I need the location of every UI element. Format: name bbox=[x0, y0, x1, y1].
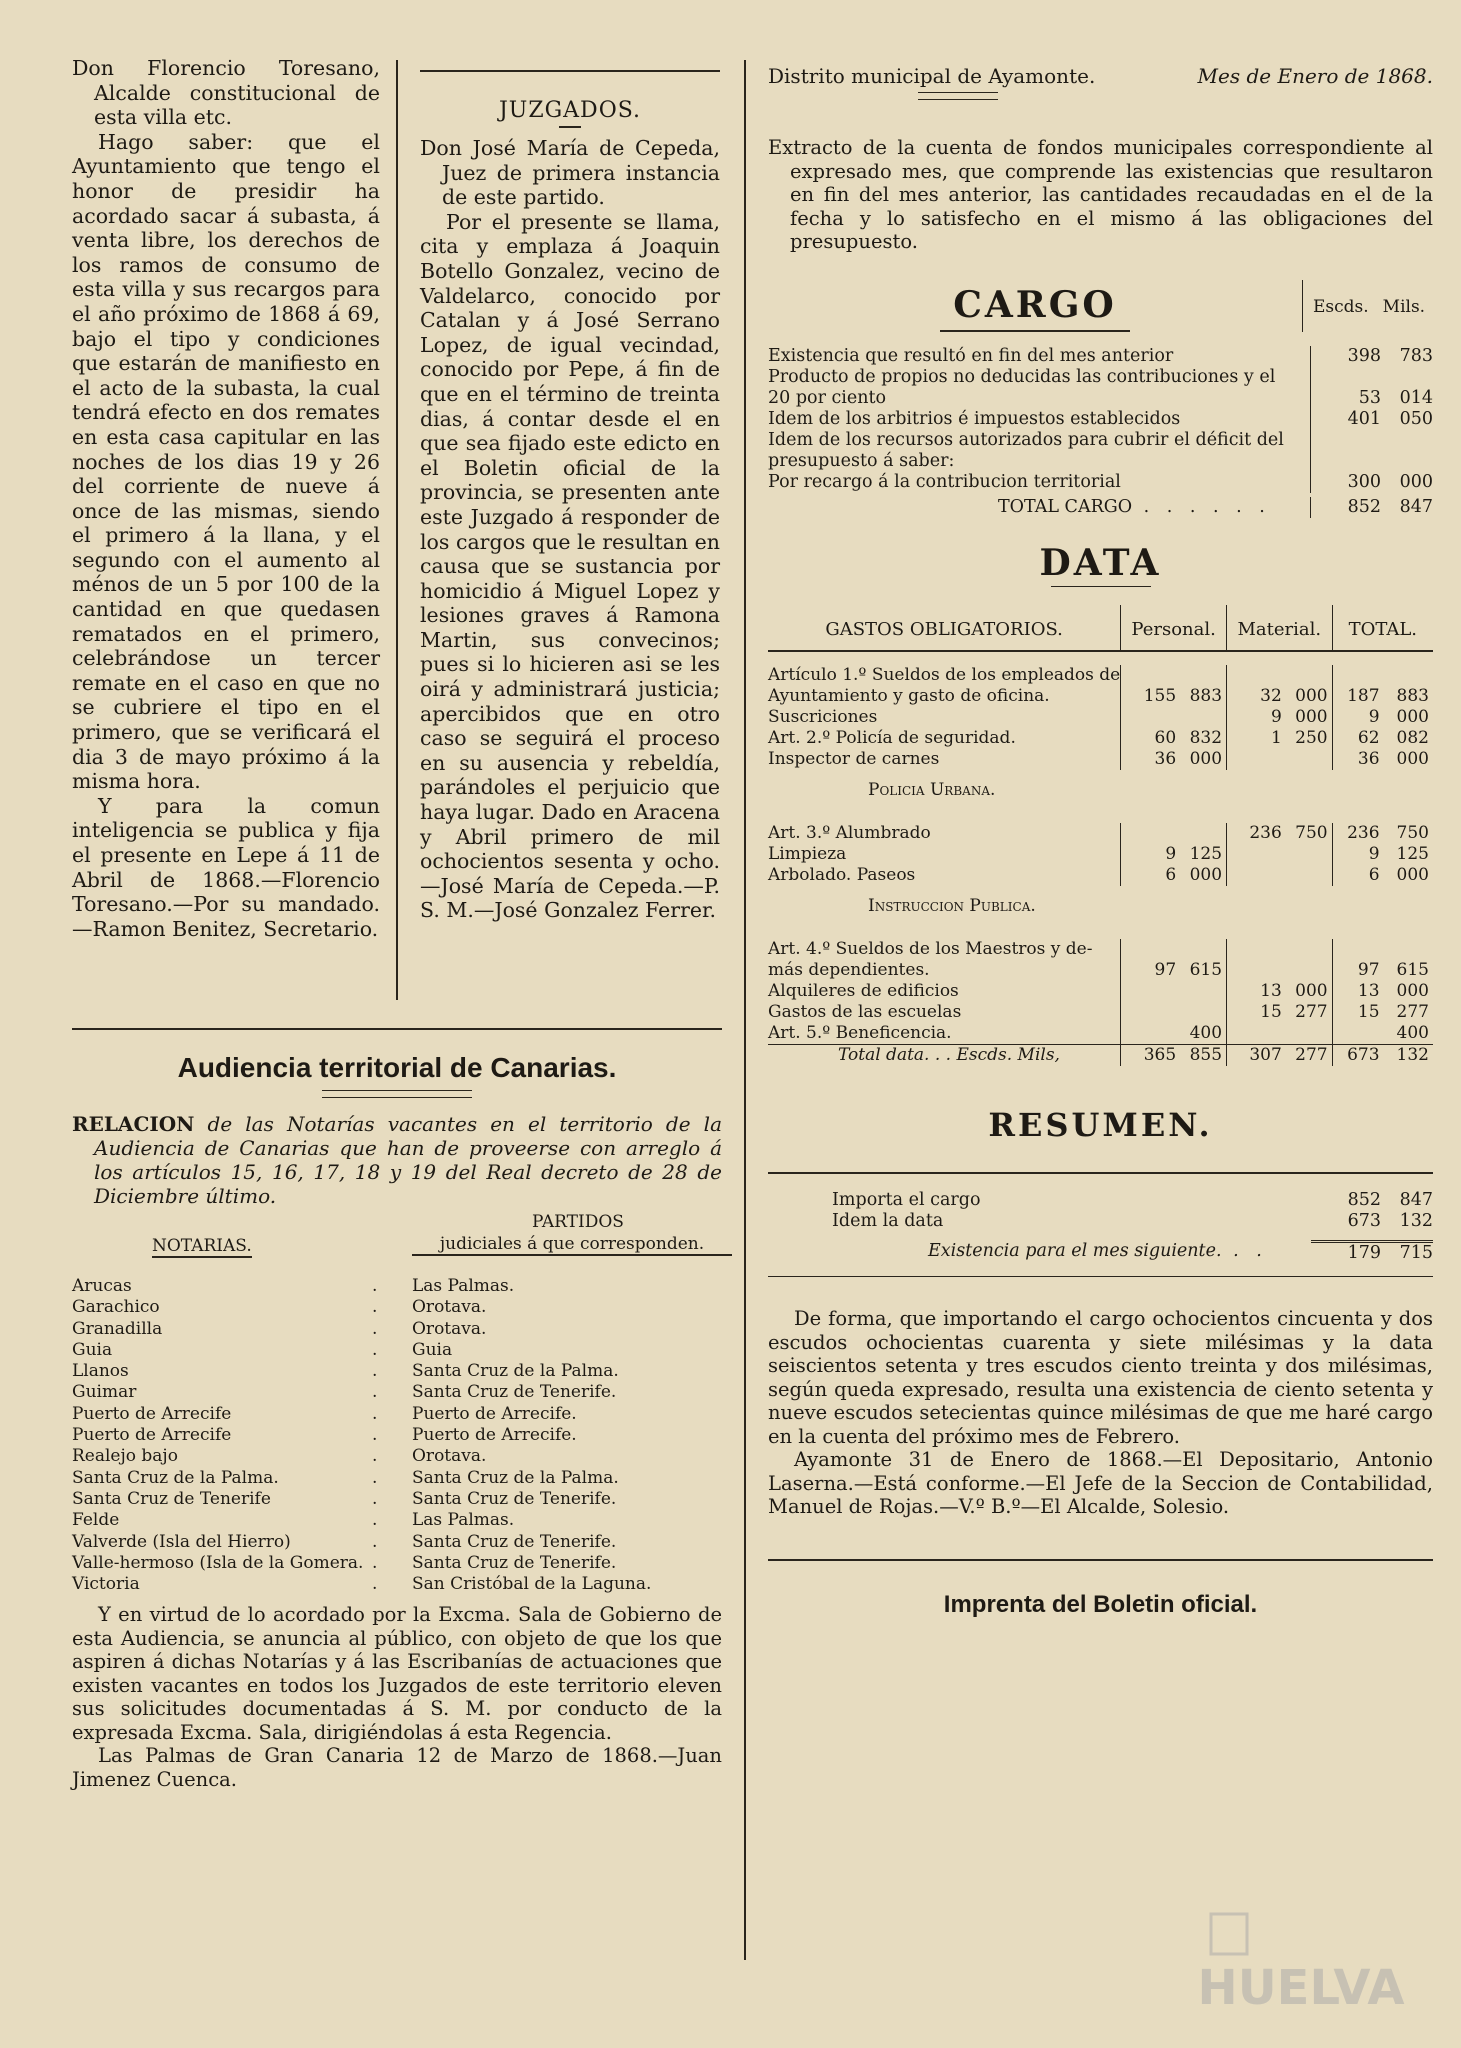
existencia-label: Existencia para el mes siguiente. bbox=[928, 1241, 1222, 1261]
data-value-te: 15 bbox=[1332, 1002, 1383, 1023]
right-column bbox=[768, 64, 1433, 1619]
data-value-mm bbox=[1286, 844, 1332, 865]
watermark-shield-icon bbox=[1211, 1914, 1247, 1954]
data-value-pe: 155 bbox=[1121, 686, 1180, 707]
relacion-body: de las Notarías vacantes en el territorio de la Audiencia de Canarias que han de proveerse con arreglo á los artículos 15, 16, 17, 18 y 19 del Real decreto de 28 de Diciembre último. bbox=[94, 1112, 722, 1208]
watermark-logo bbox=[1181, 1904, 1421, 2024]
data-value-pm: 400 bbox=[1189, 1023, 1223, 1043]
column-rule-left bbox=[396, 60, 398, 1000]
data-value-me bbox=[1227, 960, 1286, 981]
partido-name: Las Palmas. bbox=[412, 1510, 515, 1531]
ayamonte-signature: Ayamonte 31 de Enero de 1868.—El Depositario, Antonio Laserna.—Está conforme.—El Jefe de la Seccion de Contabilidad, Manuel de Rojas.—V.º B.º—El Alcalde, Solesio. bbox=[768, 1448, 1433, 1518]
data-label: Art. 3.º Alumbrado bbox=[768, 823, 931, 843]
data-row bbox=[768, 960, 1433, 981]
resumen-table bbox=[768, 1190, 1433, 1232]
resumen-mils: 847 bbox=[1399, 1189, 1433, 1210]
resumen-bottom-rule bbox=[768, 1276, 1433, 1278]
hdr-escudos: Escds. bbox=[1313, 296, 1369, 317]
data-total-row bbox=[768, 1045, 1433, 1067]
cargo-escudos: 401 bbox=[1311, 409, 1382, 430]
data-value-mm: 750 bbox=[1295, 823, 1328, 843]
notaria-name: Garachico bbox=[72, 1297, 160, 1318]
notaria-name: Santa Cruz de la Palma. bbox=[72, 1467, 279, 1488]
data-value-mm bbox=[1286, 665, 1332, 686]
notarias-header bbox=[72, 1212, 722, 1264]
notaria-row bbox=[72, 1276, 722, 1297]
data-value-tm: 000 bbox=[1396, 981, 1429, 1001]
data-value-tm: 277 bbox=[1396, 1002, 1429, 1022]
data-value-me: 236 bbox=[1227, 823, 1286, 844]
cargo-row bbox=[768, 430, 1433, 472]
cargo-label: Producto de propios no deducidas las contribuciones y el 20 por ciento bbox=[768, 366, 1276, 408]
cargo-label: Idem de los recursos autorizados para cubrir el déficit del presupuesto á saber: bbox=[768, 429, 1284, 471]
leader-dots: . bbox=[372, 1297, 378, 1318]
data-value-pm bbox=[1180, 981, 1226, 1002]
partido-name: Orotava. bbox=[412, 1318, 487, 1339]
data-value-pm: 125 bbox=[1189, 844, 1223, 864]
data-value-pe: 6 bbox=[1121, 865, 1180, 886]
data-value-pm bbox=[1180, 939, 1226, 960]
partido-name: Santa Cruz de la Palma. bbox=[412, 1361, 619, 1382]
resumen-rule bbox=[768, 1172, 1433, 1174]
data-value-me bbox=[1227, 865, 1286, 886]
edict-body: Hago saber: que el Ayuntamiento que tengo el honor de presidir ha acordado sacar á subasta, á venta libre, los derechos de los ramos de consumo de esta villa y sus recargos para el año próximo de 1868 á 69, bajo el tipo y condiciones que estarán de manifiesto en el acto de la subasta, la cual tendrá efecto en dos remates en esta casa capitular en las noches de los dias 19 y 26 del corriente de nueve á once de las mismas, siendo el primero á la llana, y el segundo con el aumento al ménos de un 5 por 100 de la cantidad en que quedasen rematados en el primero, celebrándose un tercer remate en el caso en que no se cubriere el tipo en el primero, que se verificará el dia 3 de mayo próximo á la misma hora. bbox=[72, 129, 380, 794]
notaria-name: Santa Cruz de Tenerife bbox=[72, 1488, 271, 1509]
data-value-me bbox=[1227, 665, 1286, 686]
data-value-mm bbox=[1286, 939, 1332, 960]
audiencia-heading: Audiencia territorial de Canarias. bbox=[177, 1052, 617, 1083]
audiencia-signature: Las Palmas de Gran Canaria 12 de Marzo de 1868.—Juan Jimenez Cuenca. bbox=[72, 1744, 722, 1791]
col-partidos: PARTIDOS bbox=[532, 1212, 624, 1232]
edict-close: Y para la comun inteligencia se publica y fija el presente en Lepe á 11 de Abril de 1868.—Florencio Toresano.—Por su mandado.—Ramon Benitez, Secretario. bbox=[72, 793, 380, 941]
imprenta: Imprenta del Boletin oficial. bbox=[943, 1590, 1258, 1618]
existencia-escudos: 179 bbox=[1311, 1241, 1381, 1264]
data-row bbox=[768, 981, 1433, 1002]
data-value-pe bbox=[1121, 939, 1180, 960]
data-value-mm: 000 bbox=[1295, 686, 1328, 706]
partido-name: Santa Cruz de Tenerife. bbox=[412, 1552, 617, 1573]
cargo-row bbox=[768, 346, 1433, 367]
partido-name: Orotava. bbox=[412, 1446, 487, 1467]
col-notarias: NOTARIAS. bbox=[152, 1236, 252, 1256]
partido-name: Puerto de Arrecife. bbox=[412, 1403, 577, 1424]
notaria-row bbox=[72, 1574, 722, 1595]
data-value-tm bbox=[1384, 939, 1433, 960]
cargo-mils: 783 bbox=[1399, 345, 1433, 366]
cargo-label: Idem de los arbitrios é impuestos establecidos bbox=[768, 408, 1181, 429]
leader-dots: . bbox=[372, 1446, 378, 1467]
existencia-label-cell: Existencia para el mes siguiente. . . bbox=[928, 1241, 1268, 1261]
data-label: Artículo 1.º Sueldos de los empleados de bbox=[768, 665, 1121, 685]
cargo-col-headers bbox=[1302, 280, 1433, 332]
district-name: Distrito municipal de Ayamonte. bbox=[768, 64, 1096, 88]
resumen-title: RESUMEN. bbox=[988, 1106, 1213, 1144]
cargo-title-rule bbox=[940, 330, 1130, 332]
notaria-row bbox=[72, 1404, 722, 1425]
data-value-me: 32 bbox=[1227, 686, 1286, 707]
data-value-pe bbox=[1121, 1023, 1180, 1045]
data-total-tm: 132 bbox=[1384, 1045, 1433, 1067]
notaria-row bbox=[72, 1510, 722, 1531]
data-value-me bbox=[1227, 749, 1286, 770]
data-value-tm: 125 bbox=[1396, 844, 1429, 864]
data-value-pm bbox=[1180, 707, 1226, 728]
notaria-row bbox=[72, 1446, 722, 1467]
data-label: Limpieza bbox=[768, 844, 847, 864]
data-value-te: 236 bbox=[1332, 823, 1383, 844]
data-row bbox=[768, 865, 1433, 886]
watermark-text: HUELVA bbox=[1197, 1960, 1405, 2016]
cargo-mils bbox=[1381, 430, 1433, 472]
data-value-pe: 36 bbox=[1121, 749, 1180, 770]
audiencia-section bbox=[72, 1028, 722, 1791]
middle-column bbox=[420, 56, 720, 923]
cargo-escudos bbox=[1311, 430, 1382, 472]
data-value-pm bbox=[1180, 1002, 1226, 1023]
notaria-row bbox=[72, 1361, 722, 1382]
edict-intro: Don Florencio Toresano, Alcalde constitucional de esta villa etc. bbox=[72, 56, 380, 130]
data-label: Art. 2.º Policía de seguridad. bbox=[768, 728, 1016, 748]
data-value-pe bbox=[1121, 823, 1180, 844]
cargo-row bbox=[768, 367, 1433, 409]
leader-dots: . bbox=[372, 1531, 378, 1552]
data-total-pe: 365 bbox=[1121, 1045, 1180, 1067]
data-value-te: 9 bbox=[1332, 844, 1383, 865]
data-value-te: 13 bbox=[1332, 981, 1383, 1002]
data-section-row bbox=[768, 886, 1433, 939]
resumen-escudos: 852 bbox=[1347, 1189, 1381, 1210]
notaria-name: Arucas bbox=[72, 1276, 132, 1296]
data-value-me: 9 bbox=[1227, 707, 1286, 728]
data-value-pm: 832 bbox=[1189, 728, 1223, 748]
data-section-label: Policia Urbana. bbox=[868, 780, 996, 800]
data-row bbox=[768, 823, 1433, 844]
data-value-mm: 000 bbox=[1295, 707, 1328, 727]
data-value-mm bbox=[1286, 1023, 1332, 1045]
cargo-total bbox=[768, 497, 1433, 518]
partido-name: Santa Cruz de Tenerife. bbox=[412, 1488, 617, 1509]
resumen-label: Idem la data bbox=[832, 1210, 944, 1231]
data-value-me: 1 bbox=[1227, 728, 1286, 749]
existencia-mils: 715 bbox=[1381, 1241, 1433, 1264]
cargo-escudos: 398 bbox=[1311, 346, 1382, 367]
fleuron-ornament bbox=[322, 1090, 472, 1098]
data-total-me: 307 bbox=[1227, 1045, 1286, 1067]
gastos-heading: GASTOS OBLIGATORIOS. bbox=[768, 605, 1121, 651]
notaria-name: Puerto de Arrecife bbox=[72, 1403, 232, 1424]
notaria-row bbox=[72, 1425, 722, 1446]
resumen-label: Importa el cargo bbox=[832, 1189, 981, 1210]
header-ornament bbox=[918, 92, 998, 100]
notaria-row bbox=[72, 1340, 722, 1361]
cargo-mils: 050 bbox=[1399, 408, 1433, 429]
data-section-row bbox=[768, 770, 1433, 823]
leader-dots: . bbox=[372, 1318, 378, 1339]
data-value-tm: 082 bbox=[1396, 728, 1429, 748]
leader-dots: . bbox=[372, 1552, 378, 1573]
col-personal: Personal. bbox=[1121, 605, 1227, 651]
data-section-label: Instruccion Publica. bbox=[868, 896, 1036, 916]
cargo-escudos: 300 bbox=[1311, 472, 1382, 493]
notaria-row bbox=[72, 1297, 722, 1318]
data-value-tm: 000 bbox=[1396, 865, 1429, 885]
partido-name: Puerto de Arrecife. bbox=[412, 1425, 577, 1446]
partido-name: San Cristóbal de la Laguna. bbox=[412, 1574, 652, 1595]
data-label: Alquileres de edificios bbox=[768, 981, 959, 1001]
cargo-mils: 000 bbox=[1399, 471, 1433, 492]
ayamonte-closing: De forma, que importando el cargo ochocientos cincuenta y dos escudos ochocientas cuarenta y siete milésimas y la data seiscientos setenta y tres escudos ciento treinta y dos milésimas, según queda expresado, resulta una existencia de ciento setenta y nueve escudos setecientas quince milésimas de que me haré cargo en la cuenta del próximo mes de Febrero. bbox=[768, 1307, 1433, 1448]
data-value-te: 9 bbox=[1332, 707, 1383, 728]
data-value-me: 13 bbox=[1227, 981, 1286, 1002]
data-title: DATA bbox=[1039, 541, 1162, 584]
data-label: Inspector de carnes bbox=[768, 749, 940, 769]
column-rule-right bbox=[744, 60, 746, 1960]
district-month: Mes de Enero de 1868. bbox=[1197, 64, 1433, 88]
resumen-escudos: 673 bbox=[1347, 1210, 1381, 1231]
notaria-row bbox=[72, 1532, 722, 1553]
data-value-pm: 000 bbox=[1189, 865, 1223, 885]
cargo-table bbox=[768, 346, 1433, 493]
cargo-block bbox=[768, 280, 1433, 518]
data-row bbox=[768, 749, 1433, 770]
data-row bbox=[768, 844, 1433, 865]
data-row bbox=[768, 686, 1433, 707]
data-value-pe bbox=[1121, 665, 1180, 686]
data-total-mm: 277 bbox=[1286, 1045, 1332, 1067]
cargo-label: Existencia que resultó en fin del mes anterior bbox=[768, 345, 1174, 366]
data-row bbox=[768, 728, 1433, 749]
data-value-tm: 883 bbox=[1396, 686, 1429, 706]
data-value-mm: 250 bbox=[1295, 728, 1328, 748]
data-row bbox=[768, 707, 1433, 728]
juzgados-body: Por el presente se llama, cita y emplaza á Joaquin Botello Gonzalez, vecino de Valdelarco, conocido por Catalan y á José Serrano Lopez, de igual vecindad, conocido por Pepe, á fin de que en el término de treinta dias, á contar desde el en que sea fijado este edicto en el Boletin oficial de la provincia, se presenten ante este Juzgado á responder de los cargos que le resultan en causa que se sustancia por homicidio á Miguel Lopez y lesiones graves á Ramona Martin, sus convecinos; pues si lo hicieren asi se les oirá y administrará justicia; apercibidos que en otro caso se seguirá el proceso en su ausencia y rebeldía, parándoles el perjuicio que haya lugar. Dado en Aracena y Abril primero de mil ochocientos sesenta y ocho.—José María de Cepeda.—P. S. M.—José Gonzalez Ferrer. bbox=[420, 209, 720, 923]
data-value-te bbox=[1332, 665, 1383, 686]
data-label: Arbolado. Paseos bbox=[768, 865, 916, 885]
leader-dots: . bbox=[372, 1425, 378, 1446]
cargo-escudos: 53 bbox=[1311, 367, 1382, 409]
data-value-pm bbox=[1180, 823, 1226, 844]
data-value-tm: 000 bbox=[1396, 749, 1429, 769]
leader-dots: . bbox=[372, 1488, 378, 1509]
hdr-mils: Mils. bbox=[1382, 296, 1426, 317]
data-value-tm: 000 bbox=[1396, 707, 1429, 727]
notaria-name: Realejo bajo bbox=[72, 1446, 178, 1467]
data-row bbox=[768, 1002, 1433, 1023]
partido-name: Orotava. bbox=[412, 1297, 487, 1318]
notaria-name: Guimar bbox=[72, 1382, 137, 1403]
spacer-row bbox=[768, 651, 1433, 665]
notaria-row bbox=[72, 1319, 722, 1340]
heading-dash bbox=[559, 126, 581, 128]
data-value-me bbox=[1227, 939, 1286, 960]
col-material: Material. bbox=[1227, 605, 1333, 651]
leader-dots: . bbox=[372, 1382, 378, 1403]
section-rule bbox=[72, 1028, 722, 1030]
notaria-row bbox=[72, 1382, 722, 1403]
resumen-mils: 132 bbox=[1399, 1210, 1433, 1231]
notaria-name: Valle-hermoso (Isla de la Gomera. bbox=[72, 1552, 364, 1573]
leader-dots: . bbox=[372, 1510, 378, 1531]
col-total: TOTAL. bbox=[1332, 605, 1433, 651]
notaria-name: Valverde (Isla del Hierro) bbox=[72, 1531, 291, 1552]
data-label: Gastos de las escuelas bbox=[768, 1002, 962, 1022]
data-label: Ayuntamiento y gasto de oficina. bbox=[768, 686, 1050, 706]
cargo-total-label: TOTAL CARGO bbox=[998, 496, 1133, 517]
data-label: Art. 4.º Sueldos de los Maestros y de- bbox=[768, 939, 1093, 959]
data-value-mm bbox=[1286, 749, 1332, 770]
data-value-pm: 615 bbox=[1189, 960, 1223, 980]
data-value-te: 97 bbox=[1332, 960, 1383, 981]
data-value-te: 6 bbox=[1332, 865, 1383, 886]
data-value-pe: 97 bbox=[1121, 960, 1180, 981]
cargo-label: Por recargo á la contribucion territorial bbox=[768, 471, 1121, 492]
cargo-row bbox=[768, 409, 1433, 430]
cargo-total-label-cell: TOTAL CARGO . . . . . . bbox=[998, 496, 1271, 517]
data-value-pe: 9 bbox=[1121, 844, 1180, 865]
data-value-me: 15 bbox=[1227, 1002, 1286, 1023]
leader-dots: . bbox=[372, 1467, 378, 1488]
data-value-te: 62 bbox=[1332, 728, 1383, 749]
notaria-row bbox=[72, 1468, 722, 1489]
cargo-total-escudos: 852 bbox=[1311, 497, 1382, 518]
data-value-mm: 000 bbox=[1295, 981, 1328, 1001]
data-value-tm bbox=[1384, 665, 1433, 686]
partido-name: Guia bbox=[412, 1339, 453, 1360]
data-label: Art. 5.º Beneficencia. bbox=[768, 1023, 952, 1043]
data-value-pm: 000 bbox=[1189, 749, 1223, 769]
data-value-tm: 615 bbox=[1396, 960, 1429, 980]
cargo-total-mils: 847 bbox=[1399, 496, 1433, 517]
data-total-pm: 855 bbox=[1180, 1045, 1226, 1067]
data-value-mm bbox=[1286, 865, 1332, 886]
data-value-te bbox=[1332, 1023, 1383, 1045]
partido-name: Santa Cruz de Tenerife. bbox=[412, 1531, 617, 1552]
data-label: más dependientes. bbox=[768, 960, 930, 980]
partido-name: Santa Cruz de Tenerife. bbox=[412, 1382, 617, 1403]
cargo-title: CARGO bbox=[953, 284, 1117, 326]
data-header-row bbox=[768, 605, 1433, 651]
data-value-mm: 277 bbox=[1295, 1002, 1328, 1022]
partido-name: Las Palmas. bbox=[412, 1276, 515, 1296]
top-rule bbox=[420, 70, 720, 72]
data-value-pe bbox=[1121, 707, 1180, 728]
data-total-label: Total data. . . Escds. Mils, bbox=[768, 1045, 1121, 1067]
data-value-me bbox=[1227, 1023, 1286, 1045]
data-table bbox=[768, 605, 1433, 1066]
notaria-name: Guia bbox=[72, 1339, 113, 1360]
audiencia-closing: Y en virtud de lo acordado por la Excma. Sala de Gobierno de esta Audiencia, se anuncia al público, con objeto de que los que aspiren á dichas Notarías y á las Escribanías de actuaciones que existen vacantes en todos los Juzgados de este territorio eleven sus solicitudes documentadas á S. M. por conducto de la expresada Excma. Sala, dirigiéndolas á esta Regencia. bbox=[72, 1603, 722, 1744]
left-column bbox=[72, 56, 380, 941]
notaria-name: Granadilla bbox=[72, 1318, 163, 1339]
notarias-table bbox=[72, 1276, 722, 1595]
data-value-pm bbox=[1180, 665, 1226, 686]
cargo-row bbox=[768, 472, 1433, 493]
data-value-mm bbox=[1286, 960, 1332, 981]
data-value-pe bbox=[1121, 1002, 1180, 1023]
extract-text: Extracto de la cuenta de fondos municipales correspondiente al expresado mes, que comprende las existencias que resultaron en fin del mes anterior, las cantidades recaudadas en el de la fecha y lo satisfecho en el mismo á las obligaciones del presupuesto. bbox=[768, 136, 1433, 253]
notaria-row bbox=[72, 1489, 722, 1510]
district-header bbox=[768, 64, 1433, 88]
data-label: Suscriciones bbox=[768, 707, 878, 727]
footer-rule bbox=[768, 1559, 1433, 1561]
data-row bbox=[768, 1023, 1433, 1045]
data-total-te: 673 bbox=[1332, 1045, 1383, 1067]
data-value-pm: 883 bbox=[1189, 686, 1223, 706]
juzgados-intro: Don José María de Cepeda, Juez de primera instancia de este partido. bbox=[420, 136, 720, 210]
existencia-row bbox=[768, 1240, 1433, 1264]
notaria-name: Felde bbox=[72, 1510, 120, 1531]
cargo-mils: 014 bbox=[1399, 387, 1433, 408]
relacion-text bbox=[72, 1112, 722, 1208]
notaria-name: Puerto de Arrecife bbox=[72, 1425, 232, 1446]
data-row bbox=[768, 665, 1433, 686]
notaria-row bbox=[72, 1553, 722, 1574]
resumen-row bbox=[768, 1211, 1433, 1232]
leader-dots: . bbox=[372, 1361, 378, 1382]
notaria-name: Llanos bbox=[72, 1361, 129, 1382]
data-value-me bbox=[1227, 844, 1286, 865]
notaria-name: Victoria bbox=[72, 1574, 140, 1595]
data-value-tm: 750 bbox=[1396, 823, 1429, 843]
relacion-lead: RELACION bbox=[72, 1112, 195, 1136]
leader-dots: . bbox=[372, 1276, 378, 1296]
col-partidos-sub: judiciales á que corresponden. bbox=[412, 1234, 732, 1256]
data-row bbox=[768, 939, 1433, 960]
data-title-rule bbox=[1051, 586, 1151, 588]
data-value-te: 36 bbox=[1332, 749, 1383, 770]
juzgados-heading: JUZGADOS. bbox=[498, 98, 642, 123]
resumen-row bbox=[768, 1190, 1433, 1211]
partido-name: Santa Cruz de la Palma. bbox=[412, 1467, 619, 1488]
leader-dots: . bbox=[372, 1403, 378, 1424]
data-value-te: 187 bbox=[1332, 686, 1383, 707]
leader-dots: . bbox=[372, 1339, 378, 1360]
leader-dots: . bbox=[372, 1574, 378, 1595]
data-value-pe bbox=[1121, 981, 1180, 1002]
data-value-pe: 60 bbox=[1121, 728, 1180, 749]
data-value-tm: 400 bbox=[1396, 1023, 1429, 1043]
data-value-te bbox=[1332, 939, 1383, 960]
